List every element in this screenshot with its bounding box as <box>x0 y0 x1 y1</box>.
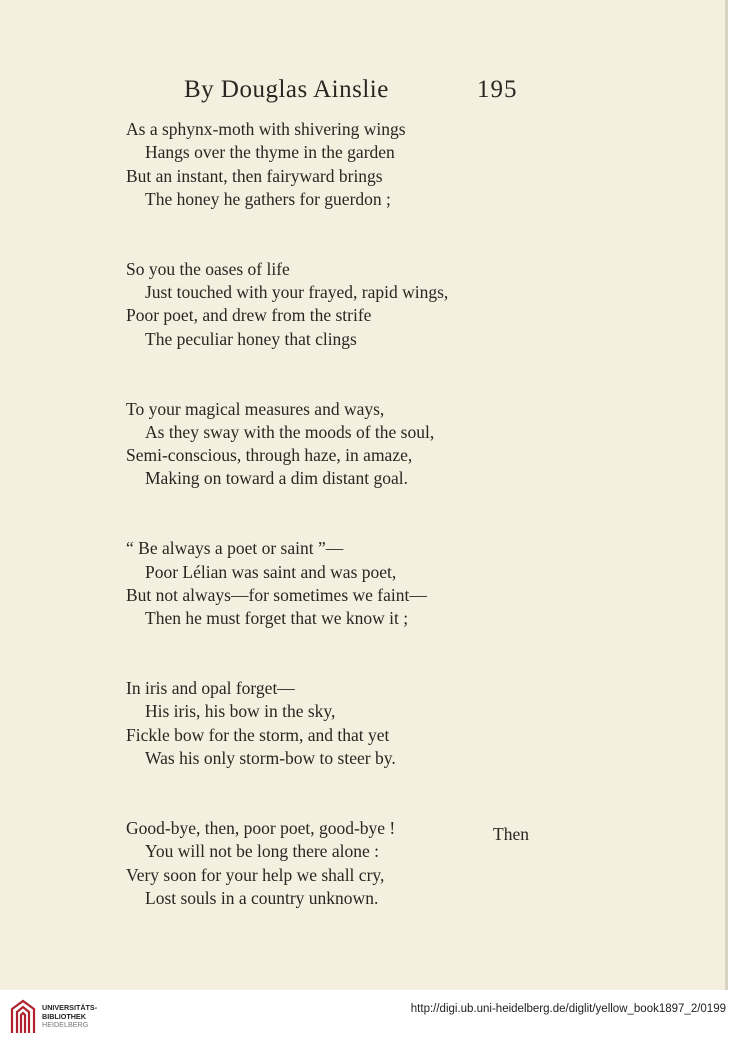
stanza <box>126 398 448 491</box>
poem-line: To your magical measures and ways, <box>126 398 385 419</box>
poem <box>126 118 448 957</box>
poem-line: As they sway with the moods of the soul, <box>145 421 435 442</box>
poem-line: But an instant, then fairyward brings <box>126 165 383 186</box>
stanza <box>126 537 448 630</box>
library-logo-icon[interactable] <box>8 997 38 1037</box>
poem-line: Semi-conscious, through haze, in amaze, <box>126 445 413 466</box>
library-name-line: HEIDELBERG <box>42 1020 89 1029</box>
poem-line: Good-bye, then, poor poet, good-bye ! <box>126 817 396 838</box>
page-number: 195 <box>477 76 518 103</box>
poem-line: Hangs over the thyme in the garden <box>145 142 395 163</box>
poem-line: You will not be long there alone : <box>145 841 379 862</box>
source-url-link[interactable]: http://digi.ub.uni-heidelberg.de/diglit/yellow_book1897_2/0199 <box>410 1003 726 1015</box>
poem-line: So you the oases of life <box>126 258 290 279</box>
poem-line: Poor Lélian was saint and was poet, <box>145 561 397 582</box>
library-name <box>42 1004 97 1030</box>
stanza <box>126 677 448 770</box>
stanza <box>126 817 448 910</box>
poem-line: In iris and opal forget— <box>126 678 295 699</box>
poem-line: But not always—for sometimes we faint— <box>126 584 427 605</box>
poem-line: His iris, his bow in the sky, <box>145 701 336 722</box>
poem-line: Fickle bow for the storm, and that yet <box>126 724 390 745</box>
poem-line: Then he must forget that we know it ; <box>145 608 409 629</box>
poem-line: “ Be always a poet or saint ”— <box>126 538 344 559</box>
poem-line: Just touched with your frayed, rapid wings, <box>145 282 449 303</box>
poem-line: Making on toward a dim distant goal. <box>145 468 408 489</box>
catchword: Then <box>493 824 529 844</box>
running-head-author: By Douglas Ainslie <box>184 76 389 103</box>
library-name-line: UNIVERSITÄTS- <box>42 1003 98 1012</box>
library-name-line: BIBLIOTHEK <box>42 1011 86 1021</box>
poem-line: Lost souls in a country unknown. <box>145 887 379 908</box>
poem-line: The honey he gathers for guerdon ; <box>145 188 391 209</box>
poem-line: As a sphynx-moth with shivering wings <box>126 119 406 139</box>
stanza <box>126 258 448 351</box>
poem-line: The peculiar honey that clings <box>145 328 357 349</box>
poem-line: Poor poet, and drew from the strife <box>126 305 372 326</box>
poem-line: Was his only storm-bow to steer by. <box>145 748 396 769</box>
poem-line: Very soon for your help we shall cry, <box>126 864 385 885</box>
viewer-footer <box>0 990 734 1044</box>
stanza <box>126 118 448 211</box>
